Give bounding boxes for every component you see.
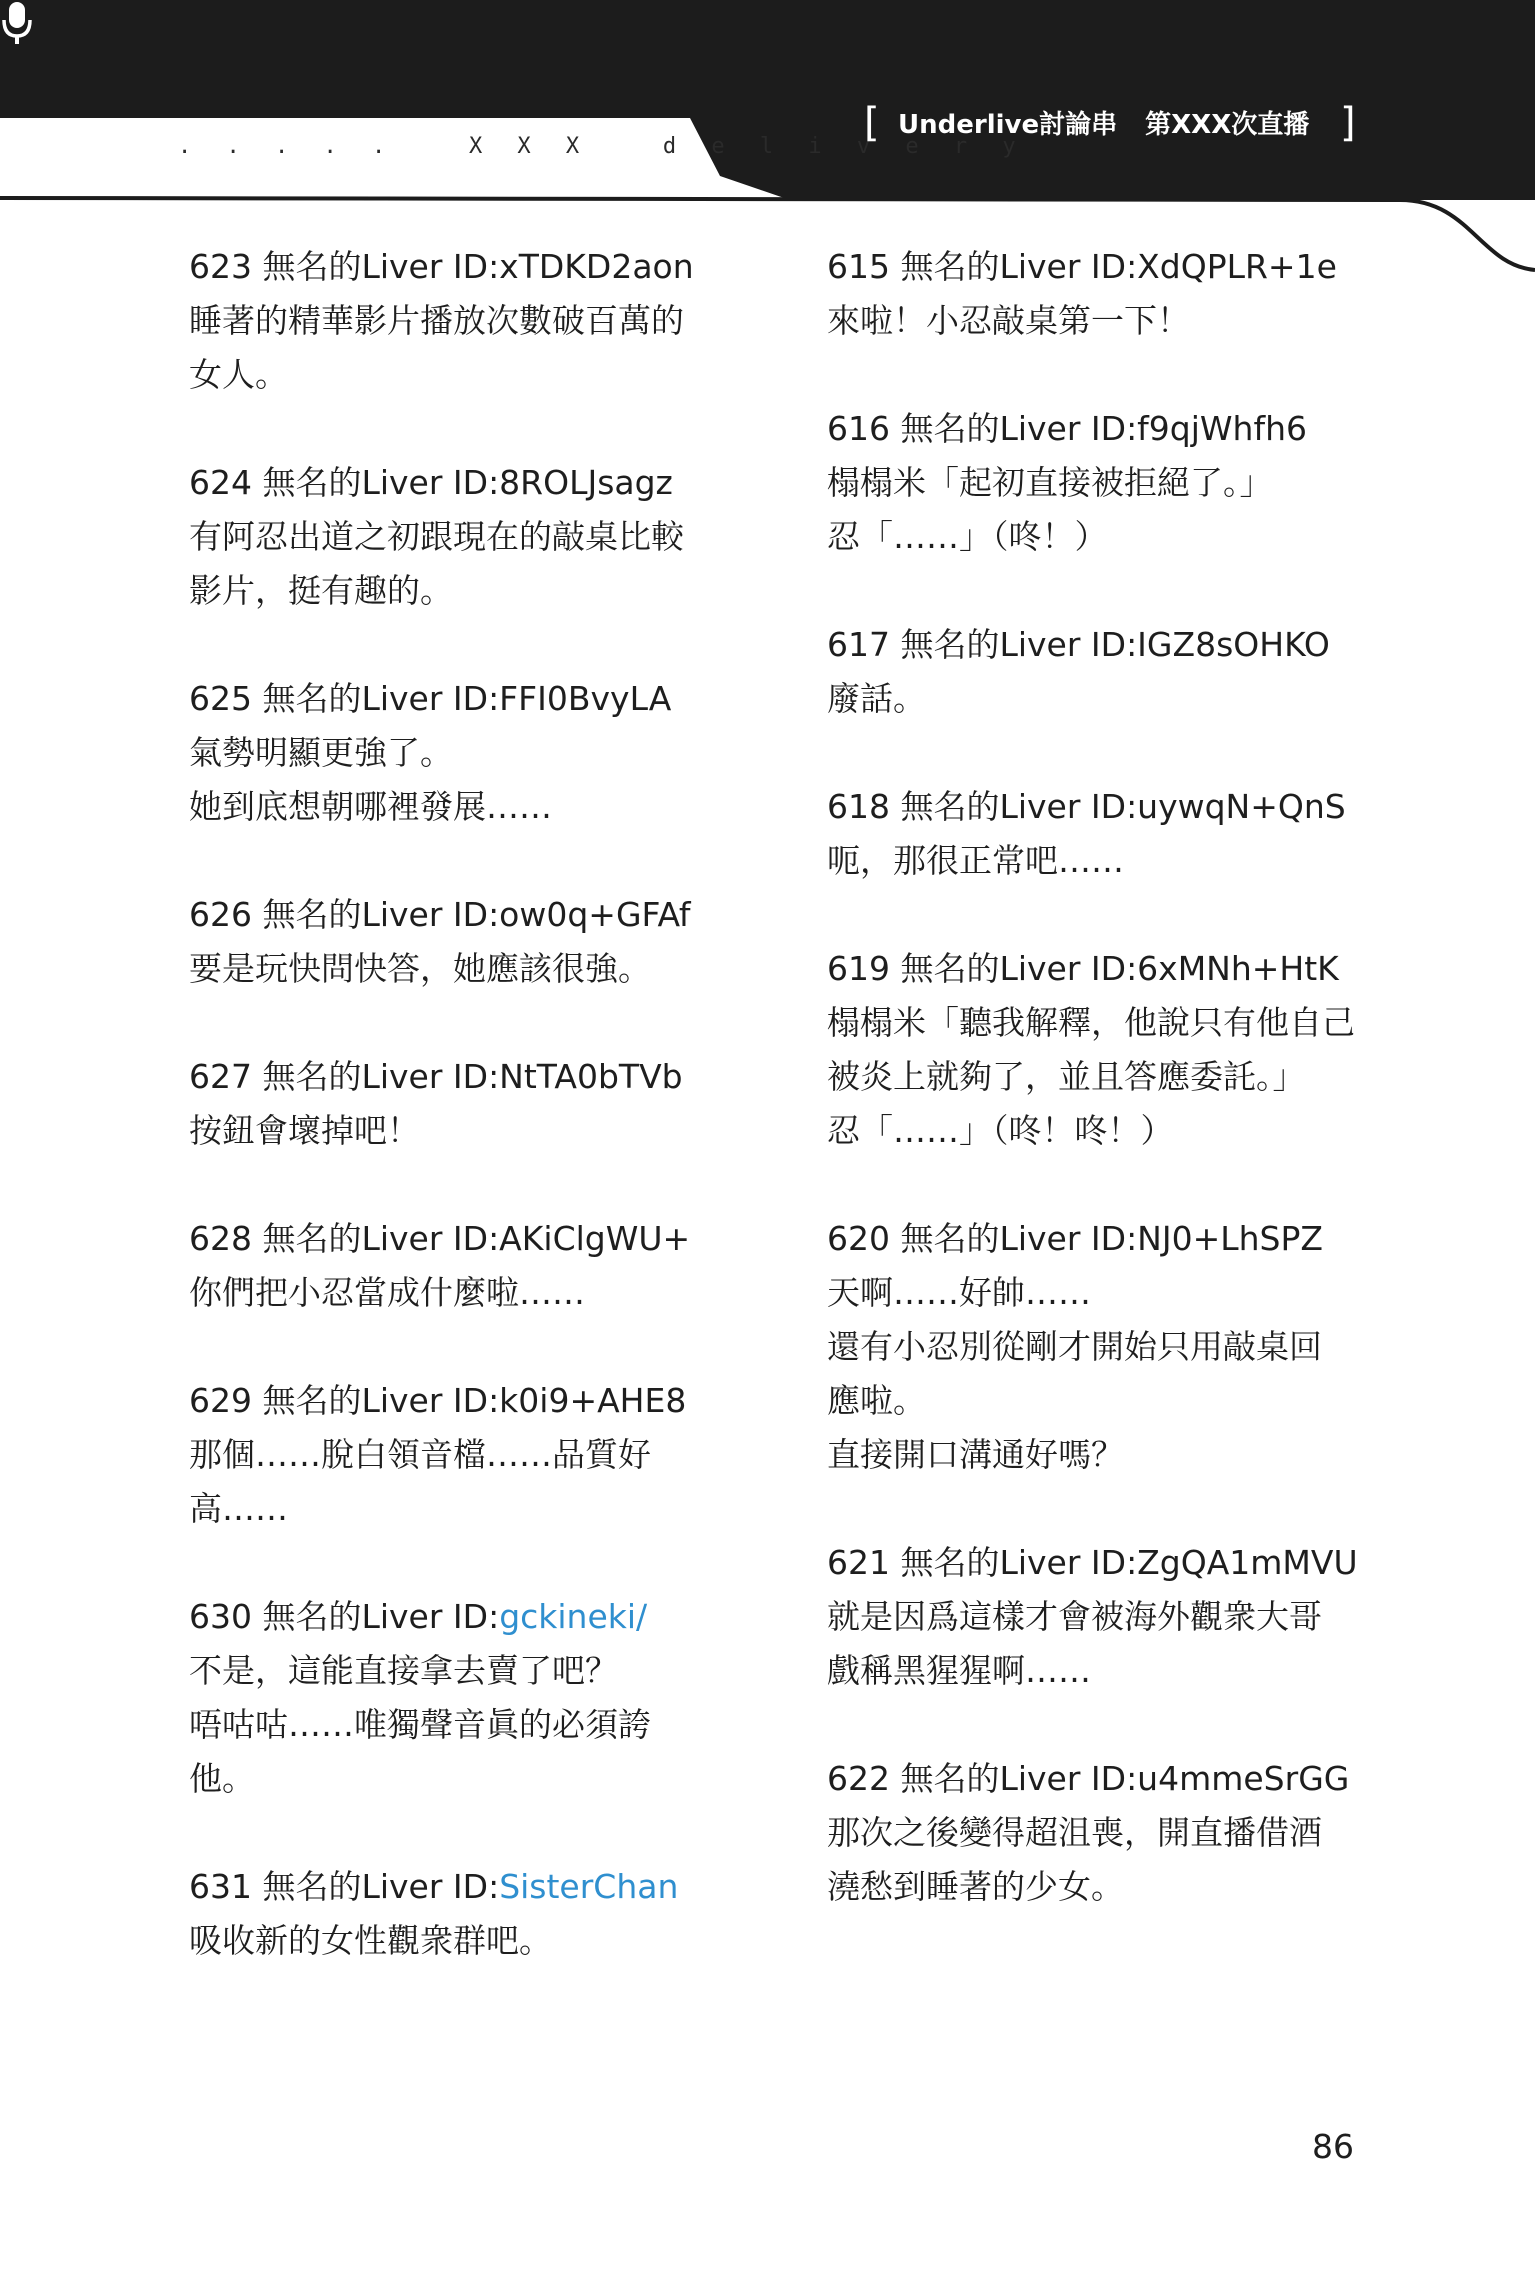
poster-id-link[interactable]: SisterChan — [499, 1867, 679, 1906]
post-body-line: 還有小忍別從剛才開始只用敲桌回 — [827, 1327, 1322, 1366]
post-body-line: 她到底想朝哪裡發展…… — [189, 787, 552, 826]
post-body-line: 唔咕咕……唯獨聲音眞的必須誇 — [189, 1705, 651, 1744]
post-body-line: 要是玩快問快答，她應該很強。 — [189, 949, 651, 988]
post-body-line: 那個……脫白領音檔……品質好 — [189, 1435, 651, 1474]
post-body-line: 你們把小忍當成什麼啦…… — [189, 1273, 585, 1312]
post-body-line: 忍「……」（咚！咚！） — [827, 1111, 1174, 1150]
microphone-icon — [0, 0, 34, 46]
forum-post — [827, 780, 1387, 888]
forum-post — [189, 240, 749, 402]
post-body-line: 應啦。 — [827, 1381, 926, 1420]
post-body-line: 不是，這能直接拿去賣了吧？ — [189, 1651, 618, 1690]
post-header-prefix: 630 無名的Liver ID: — [189, 1597, 500, 1636]
page-number: 86 — [1312, 2127, 1354, 2166]
post-header: 624 無名的Liver ID:8ROLJsagz — [189, 463, 673, 502]
post-body-line: 呃，那很正常吧…… — [827, 841, 1124, 880]
forum-post — [189, 456, 749, 618]
post-header — [189, 1860, 749, 1914]
post-header: 626 無名的Liver ID:ow0q+GFAf — [189, 895, 691, 934]
post-body-line: 那次之後變得超沮喪，開直播借酒 — [827, 1813, 1322, 1852]
post-body-line: 澆愁到睡著的少女。 — [827, 1867, 1124, 1906]
post-body-line: 睡著的精華影片播放次數破百萬的 — [189, 301, 684, 340]
forum-post — [189, 888, 749, 996]
post-header: 615 無名的Liver ID:XdQPLR+1e — [827, 247, 1337, 286]
header-title-stream: 第XXX次直播 — [1145, 110, 1310, 140]
page-header — [0, 0, 1535, 280]
post-body-line: 直接開口溝通好嗎？ — [827, 1435, 1124, 1474]
post-header: 623 無名的Liver ID:xTDKD2aon — [189, 247, 694, 286]
post-body-line: 就是因爲這樣才會被海外觀衆大哥 — [827, 1597, 1322, 1636]
forum-post — [827, 942, 1387, 1158]
header-title-thread: Underlive討論串 — [898, 110, 1118, 140]
forum-post — [189, 1374, 749, 1536]
post-body-line: 高…… — [189, 1489, 288, 1528]
post-header: 617 無名的Liver ID:IGZ8sOHKO — [827, 625, 1330, 664]
right-column — [827, 240, 1387, 1968]
post-header: 625 無名的Liver ID:FFI0BvyLA — [189, 679, 672, 718]
post-body-line: 氣勢明顯更強了。 — [189, 733, 453, 772]
post-header: 627 無名的Liver ID:NtTA0bTVb — [189, 1057, 683, 1096]
forum-post — [827, 1212, 1387, 1482]
left-column — [189, 240, 749, 2022]
post-body-line: 戲稱黑猩猩啊…… — [827, 1651, 1091, 1690]
forum-post — [189, 1860, 749, 1968]
post-header: 619 無名的Liver ID:6xMNh+HtK — [827, 949, 1339, 988]
post-header: 622 無名的Liver ID:u4mmeSrGG — [827, 1759, 1350, 1798]
post-header: 621 無名的Liver ID:ZgQA1mMVU — [827, 1543, 1358, 1582]
post-header: 616 無名的Liver ID:f9qjWhfh6 — [827, 409, 1307, 448]
forum-post — [827, 618, 1387, 726]
post-body-line: 來啦！小忍敲桌第一下！ — [827, 301, 1190, 340]
post-body-line: 榻榻米「起初直接被拒絕了。」 — [827, 463, 1273, 502]
post-body-line: 廢話。 — [827, 679, 926, 718]
forum-post — [827, 1536, 1387, 1698]
post-body-line: 天啊……好帥…… — [827, 1273, 1091, 1312]
forum-post — [827, 240, 1387, 348]
post-body-line: 女人。 — [189, 355, 288, 394]
bracket-open: [ — [864, 100, 880, 146]
forum-post — [827, 402, 1387, 564]
post-body-line: 榻榻米「聽我解釋，他說只有他自己 — [827, 1003, 1355, 1042]
post-header: 620 無名的Liver ID:NJ0+LhSPZ — [827, 1219, 1323, 1258]
forum-post — [189, 1050, 749, 1158]
post-header-prefix: 631 無名的Liver ID: — [189, 1867, 500, 1906]
post-header: 629 無名的Liver ID:k0i9+AHE8 — [189, 1381, 687, 1420]
post-body-line: 他。 — [189, 1759, 255, 1798]
forum-post — [189, 1590, 749, 1806]
post-header: 618 無名的Liver ID:uywqN+QnS — [827, 787, 1346, 826]
delivery-label: . . . . . X X X d e l i v e r y — [178, 134, 1027, 159]
post-body-line: 忍「……」（咚！） — [827, 517, 1108, 556]
post-body-line: 吸收新的女性觀衆群吧。 — [189, 1921, 552, 1960]
forum-post — [189, 1212, 749, 1320]
forum-post — [189, 672, 749, 834]
forum-post — [827, 1752, 1387, 1914]
poster-id-link[interactable]: gckineki/ — [499, 1597, 648, 1636]
post-header — [189, 1590, 749, 1644]
post-body-line: 按鈕會壞掉吧！ — [189, 1111, 420, 1150]
post-body-line: 被炎上就夠了，並且答應委託。」 — [827, 1057, 1306, 1096]
header-title — [898, 106, 1309, 144]
post-body-line: 有阿忍出道之初跟現在的敲桌比較 — [189, 517, 684, 556]
bracket-close: ] — [1340, 100, 1356, 146]
post-header: 628 無名的Liver ID:AKiClgWU+ — [189, 1219, 691, 1258]
post-body-line: 影片，挺有趣的。 — [189, 571, 453, 610]
